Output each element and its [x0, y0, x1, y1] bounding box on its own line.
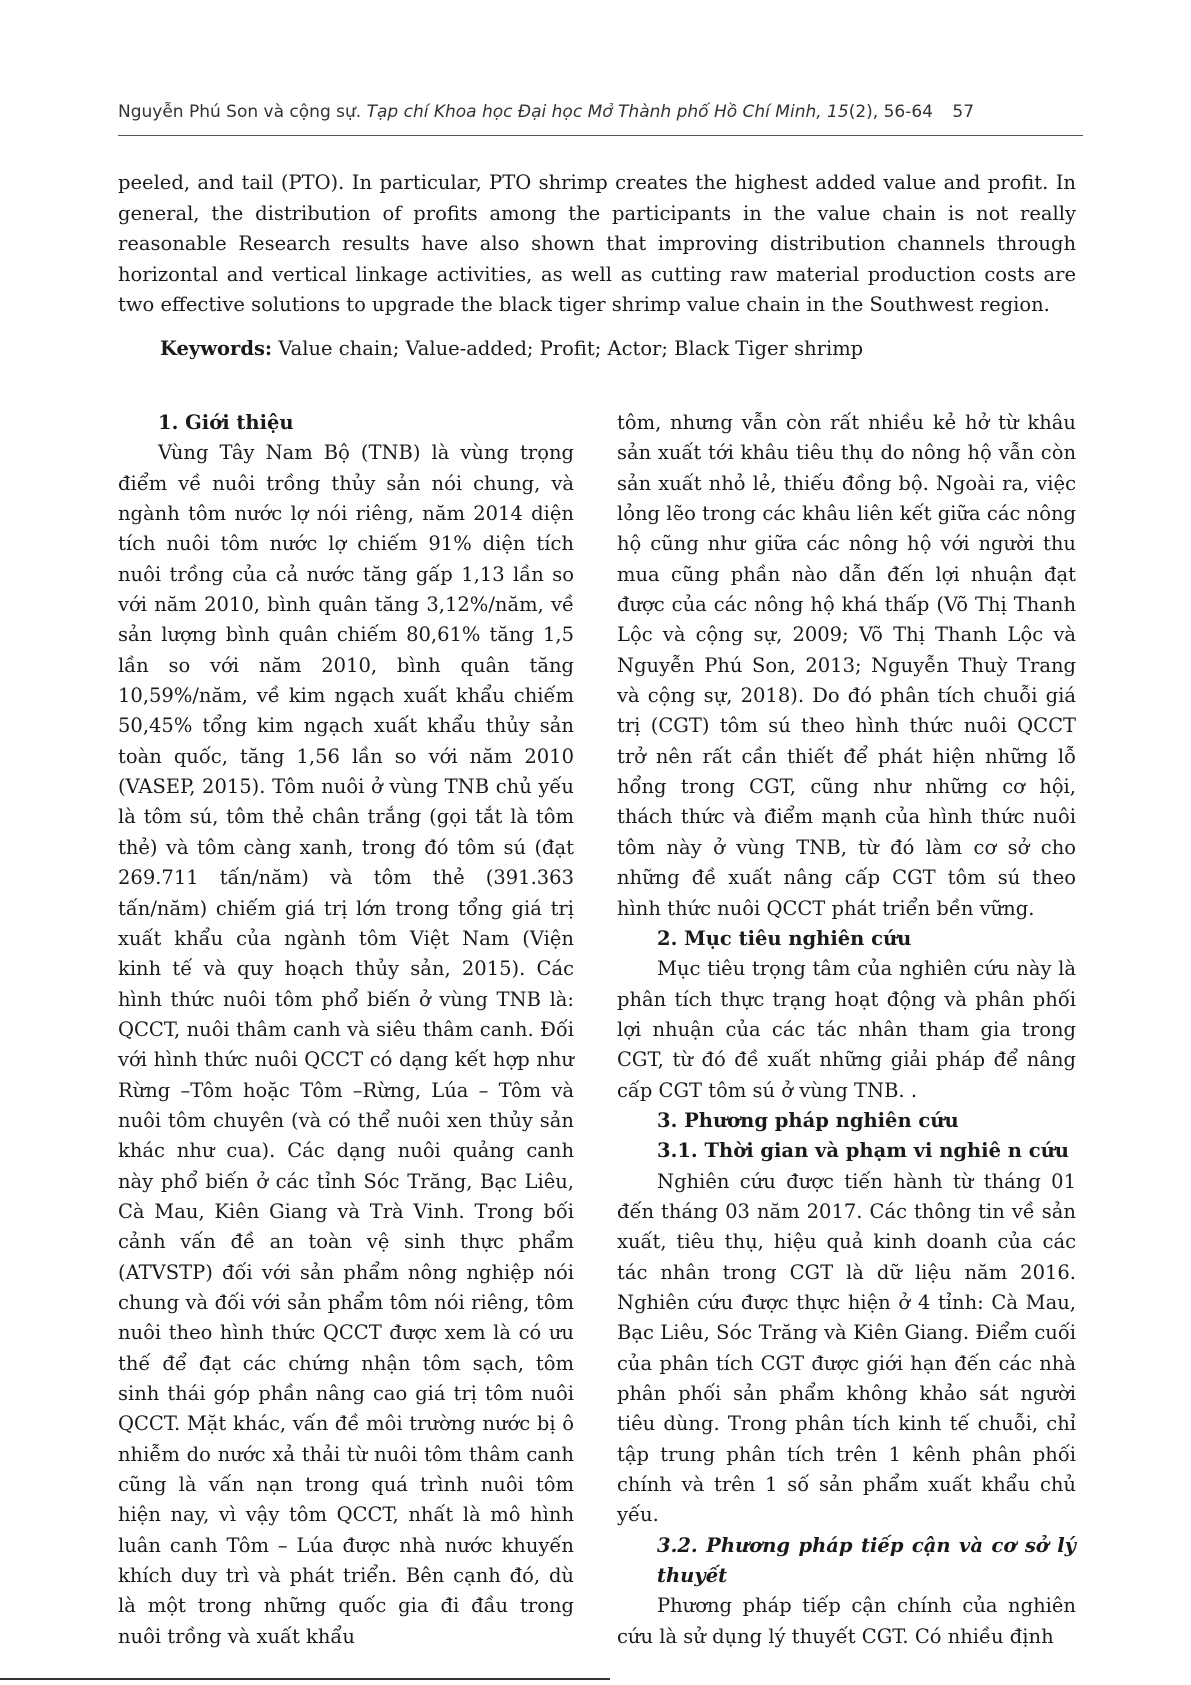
- section-3-2-heading: 3.2. Phương pháp tiếp cận và cơ sở lý thuyết: [657, 1533, 1076, 1588]
- abstract-text: peeled, and tail (PTO). In particular, PTO shrimp creates the highest added value and profit. In general, the distribution of profits among the participants in the value chain is not really reasonable Research results have also shown that improving distribution channels through horizontal and vertical linkage activities, as well as cutting raw material production costs are two effective solutions to upgrade the black tiger shrimp value chain in the Southwest region.: [118, 171, 1076, 316]
- header-authors: Nguyễn Phú Son và cộng sự.: [118, 102, 362, 122]
- section-2-paragraph: Mục tiêu trọng tâm của nghiên cứu này là phân tích thực trạng hoạt động và phân phối lợi nhuận của các tác nhân tham gia trong CGT, từ đó đề xuất những giải pháp để nâng cấp CGT tôm sú ở vùng TNB. .: [617, 957, 1076, 1102]
- left-column: [118, 408, 574, 1652]
- running-header: [118, 102, 1076, 122]
- section-3-1-heading: 3.1. Thời gian và phạm vi nghiê n cứu: [657, 1139, 1069, 1163]
- section-1-continuation: tôm, nhưng vẫn còn rất nhiều kẻ hở từ khâu sản xuất tới khâu tiêu thụ do nông hộ vẫn còn sản xuất nhỏ lẻ, thiếu đồng bộ. Ngoài ra, việc lỏng lẽo trong các khâu liên kết giữa các nông hộ cũng như giữa các nông hộ với người thu mua cũng phần nào dẫn đến lợi nhuận đạt được của các nông hộ khá thấp (Võ Thị Thanh Lộc và cộng sự, 2009; Võ Thị Thanh Lộc và Nguyễn Phú Son, 2013; Nguyễn Thuỳ Trang và cộng sự, 2018). Do đó phân tích chuỗi giá trị (CGT) tôm sú theo hình thức nuôi QCCT trở nên rất cần thiết để phát hiện những lỗ hổng trong CGT, cũng như những cơ hội, thách thức và điểm mạnh của hình thức nuôi tôm này ở vùng TNB, từ đó làm cơ sở cho những đề xuất nâng cấp CGT tôm sú theo hình thức nuôi QCCT phát triển bền vững.: [617, 411, 1076, 920]
- keywords-line: [160, 334, 1080, 364]
- header-divider: [118, 135, 1083, 136]
- section-3-1-paragraph: Nghiên cứu được tiến hành từ tháng 01 đến tháng 03 năm 2017. Các thông tin về sản xuất, tiêu thụ, hiệu quả kinh doanh của các tác nhân trong CGT là dữ liệu năm 2016. Nghiên cứu được thực hiện ở 4 tỉnh: Cà Mau, Bạc Liêu, Sóc Trăng và Kiên Giang. Điểm cuối của phân tích CGT được giới hạn đến các nhà phân phối sản phẩm không khảo sát người tiêu dùng. Trong phân tích kinh tế chuỗi, chỉ tập trung phân tích trên 1 kênh phân phối chính và trên 1 số sản phẩm xuất khẩu chủ yếu.: [617, 1169, 1076, 1527]
- right-column: [617, 408, 1076, 1652]
- section-1-paragraph: Vùng Tây Nam Bộ (TNB) là vùng trọng điểm về nuôi trồng thủy sản nói chung, và ngành tôm nước lợ nói riêng, năm 2014 diện tích nuôi tôm nước lợ chiếm 91% diện tích nuôi trồng của cả nước tăng gấp 1,13 lần so với năm 2010, bình quân tăng 3,12%/năm, về sản lượng bình quân chiếm 80,61% tăng 1,5 lần so với năm 2010, bình quân tăng 10,59%/năm, về kim ngạch xuất khẩu chiếm 50,45% tổng kim ngạch xuất khẩu thủy sản toàn quốc, tăng 1,56 lần so với năm 2010 (VASEP, 2015). Tôm nuôi ở vùng TNB chủ yếu là tôm sú, tôm thẻ chân trắng (gọi tắt là tôm thẻ) và tôm càng xanh, trong đó tôm sú (đạt 269.711 tấn/năm) và tôm thẻ (391.363 tấn/năm) chiếm giá trị lớn trong tổng giá trị xuất khẩu của ngành tôm Việt Nam (Viện kinh tế và quy hoạch thủy sản, 2015). Các hình thức nuôi tôm phổ biến ở vùng TNB là: QCCT, nuôi thâm canh và siêu thâm canh. Đối với hình thức nuôi QCCT có dạng kết hợp như Rừng –Tôm hoặc Tôm –Rừng, Lúa – Tôm và nuôi tôm chuyên (và có thể nuôi xen thủy sản khác như cua). Các dạng nuôi quảng canh này phổ biến ở các tỉnh Sóc Trăng, Bạc Liêu, Cà Mau, Kiên Giang và Trà Vinh. Trong bối cảnh vấn đề an toàn vệ sinh thực phẩm (ATVSTP) đối với sản phẩm nông nghiệp nói chung và đối với sản phẩm tôm nói riêng, tôm nuôi theo hình thức QCCT được xem là có ưu thế để đạt các chứng nhận tôm sạch, tôm sinh thái góp phần nâng cao giá trị tôm nuôi QCCT. Mặt khác, vấn đề môi trường nước bị ô nhiễm do nước xả thải từ nuôi tôm thâm canh cũng là vấn nạn trong quá trình nuôi tôm hiện nay, vì vậy tôm QCCT, nhất là mô hình luân canh Tôm – Lúa được nhà nước khuyến khích duy trì và phát triển. Bên cạnh đó, dù là một trong những quốc gia đi đầu trong nuôi trồng và xuất khẩu: [118, 441, 574, 1648]
- header-journal: Tạp chí Khoa học Đại học Mở Thành phố Hồ Chí Minh, 15: [366, 102, 849, 122]
- keywords-label: Keywords:: [160, 337, 273, 360]
- section-3-2-paragraph: Phương pháp tiếp cận chính của nghiên cứu là sử dụng lý thuyết CGT. Có nhiều định: [617, 1594, 1076, 1648]
- keywords-text: Value chain; Value-added; Profit; Actor; Black Tiger shrimp: [278, 337, 864, 360]
- page-number: 57: [952, 102, 975, 122]
- section-2-heading: 2. Mục tiêu nghiên cứu: [657, 926, 912, 950]
- section-3-heading: 3. Phương pháp nghiên cứu: [657, 1108, 959, 1132]
- footnote-divider: [0, 1678, 610, 1680]
- header-issue-pages: (2), 56-64: [848, 102, 933, 122]
- section-1-heading: 1. Giới thiệu: [158, 411, 294, 434]
